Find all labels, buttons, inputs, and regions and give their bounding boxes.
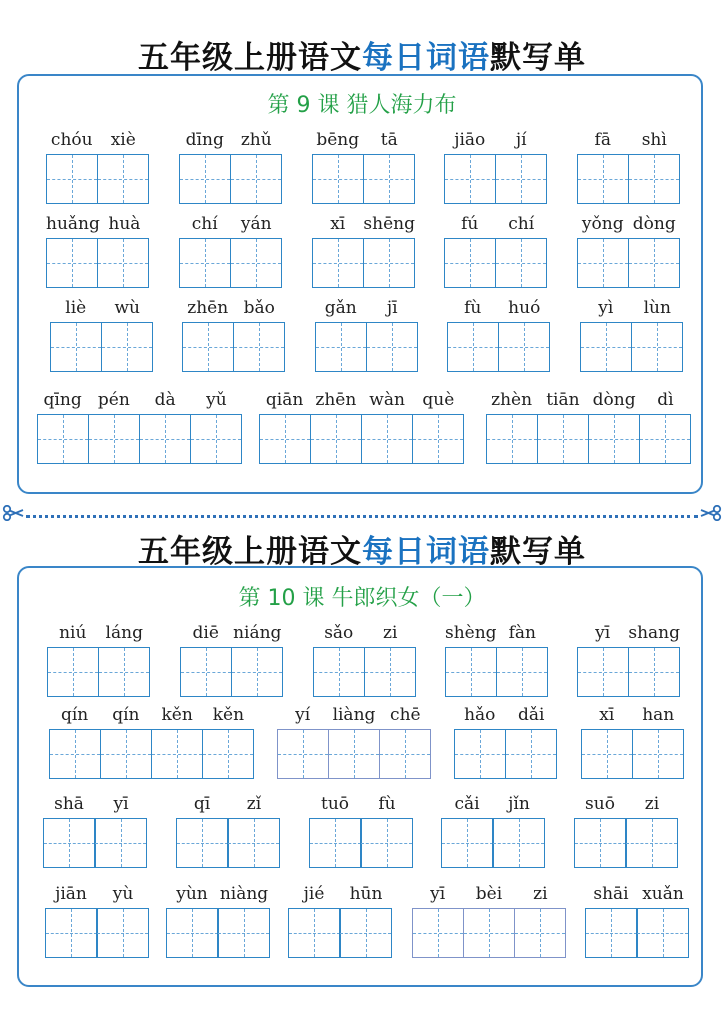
tianzige-box[interactable]	[574, 818, 627, 868]
tianzige-box[interactable]	[202, 729, 254, 779]
pinyin-syllable: bǎo	[243, 298, 275, 318]
pinyin-syllable: fù	[378, 794, 396, 814]
word-entry	[486, 388, 691, 466]
pinyin-syllable: niáng	[233, 623, 282, 643]
tianzige-box[interactable]	[537, 414, 589, 464]
tianzige-box[interactable]	[50, 322, 102, 372]
pinyin-line	[441, 792, 545, 814]
pinyin-syllable: wù	[114, 298, 140, 318]
tianzige-box[interactable]	[180, 647, 232, 697]
pinyin-line	[312, 212, 415, 234]
tianzige-box[interactable]	[46, 238, 98, 288]
pinyin-line	[47, 621, 150, 643]
pinyin-line	[577, 621, 680, 643]
tianzige-box[interactable]	[363, 238, 415, 288]
pinyin-syllable: dǎi	[518, 705, 545, 725]
pinyin-line	[259, 388, 464, 410]
tianzige-box[interactable]	[625, 818, 678, 868]
pinyin-syllable: han	[642, 705, 675, 725]
word-entry	[176, 792, 280, 870]
pinyin-syllable: chí	[508, 214, 535, 234]
word-entry	[581, 703, 684, 781]
tianzige-box[interactable]	[498, 322, 550, 372]
tianzige-box[interactable]	[88, 414, 140, 464]
tianzige-box[interactable]	[364, 647, 416, 697]
word-entry	[577, 128, 680, 206]
tianzige-box[interactable]	[496, 647, 548, 697]
pinyin-line	[180, 621, 283, 643]
tianzige-box[interactable]	[441, 818, 494, 868]
pinyin-line	[580, 296, 683, 318]
word-entry	[180, 621, 283, 699]
tianzige-box[interactable]	[581, 729, 633, 779]
pinyin-line	[577, 128, 680, 150]
tianzige-box[interactable]	[379, 729, 431, 779]
pinyin-line	[277, 703, 431, 725]
tianzige-box[interactable]	[631, 322, 683, 372]
tianzige-box[interactable]	[514, 908, 566, 958]
writing-grid	[441, 818, 545, 868]
tianzige-box[interactable]	[179, 154, 231, 204]
word-entry	[441, 792, 545, 870]
pinyin-syllable: diē	[192, 623, 219, 643]
tianzige-box[interactable]	[231, 647, 283, 697]
pinyin-syllable: niú	[59, 623, 87, 643]
writing-grid	[45, 908, 149, 958]
pinyin-syllable: yī	[595, 623, 611, 643]
tianzige-box[interactable]	[230, 238, 282, 288]
writing-grid	[577, 238, 680, 288]
sheet2-title-part1: 五年级上册语文	[138, 534, 362, 570]
pinyin-syllable: sǎo	[324, 623, 354, 643]
pinyin-line	[447, 296, 550, 318]
tianzige-box[interactable]	[361, 414, 413, 464]
pinyin-syllable: fù	[464, 298, 482, 318]
pinyin-syllable: què	[422, 390, 455, 410]
tianzige-box[interactable]	[288, 908, 341, 958]
writing-grid	[581, 729, 684, 779]
word-entry	[444, 128, 547, 206]
tianzige-box[interactable]	[259, 414, 311, 464]
writing-grid	[259, 414, 464, 464]
tianzige-box[interactable]	[585, 908, 638, 958]
word-entry	[309, 792, 413, 870]
tianzige-box[interactable]	[628, 647, 680, 697]
word-entry	[445, 621, 548, 699]
tianzige-box[interactable]	[217, 908, 270, 958]
word-entry	[313, 621, 416, 699]
tianzige-box[interactable]	[445, 647, 497, 697]
tianzige-box[interactable]	[588, 414, 640, 464]
sheet2-title-highlight: 每日词语	[362, 534, 490, 570]
pinyin-line	[445, 621, 548, 643]
pinyin-syllable: yǒng	[581, 214, 624, 234]
pinyin-syllable: jí	[515, 130, 527, 150]
tianzige-box[interactable]	[43, 818, 96, 868]
word-entry	[45, 882, 149, 960]
pinyin-syllable: gǎn	[324, 298, 357, 318]
pinyin-syllable: xī	[330, 214, 346, 234]
scissors-icon-right	[700, 505, 722, 521]
tianzige-box[interactable]	[179, 238, 231, 288]
pinyin-line	[585, 882, 689, 904]
pinyin-syllable: suō	[585, 794, 615, 814]
pinyin-syllable: jié	[303, 884, 325, 904]
tianzige-box[interactable]	[190, 414, 242, 464]
pinyin-syllable: dòng	[592, 390, 636, 410]
pinyin-syllable: xuǎn	[642, 884, 684, 904]
writing-grid	[176, 818, 280, 868]
tianzige-box[interactable]	[454, 729, 506, 779]
pinyin-syllable: chē	[390, 705, 421, 725]
tianzige-box[interactable]	[94, 818, 147, 868]
pinyin-line	[309, 792, 413, 814]
pinyin-syllable: zhēn	[187, 298, 229, 318]
pinyin-line	[46, 212, 149, 234]
pinyin-syllable: jiāo	[454, 130, 486, 150]
word-entry	[46, 128, 149, 206]
pinyin-syllable: wàn	[369, 390, 405, 410]
tianzige-box[interactable]	[227, 818, 280, 868]
tianzige-box[interactable]	[412, 414, 464, 464]
tianzige-box[interactable]	[628, 154, 680, 204]
word-entry	[259, 388, 464, 466]
writing-grid	[309, 818, 413, 868]
tianzige-box[interactable]	[580, 322, 632, 372]
pinyin-line	[176, 792, 280, 814]
writing-grid	[277, 729, 431, 779]
pinyin-syllable: chóu	[50, 130, 93, 150]
sheet1-title-highlight: 每日词语	[362, 40, 490, 76]
pinyin-syllable: yán	[240, 214, 272, 234]
pinyin-line	[45, 882, 149, 904]
tianzige-box[interactable]	[447, 322, 499, 372]
tianzige-box[interactable]	[366, 322, 418, 372]
tianzige-box[interactable]	[486, 414, 538, 464]
pinyin-syllable: qín	[60, 705, 89, 725]
pinyin-syllable: qī	[193, 794, 211, 814]
writing-grid	[180, 647, 283, 697]
word-entry	[444, 212, 547, 290]
tianzige-box[interactable]	[97, 154, 149, 204]
tianzige-box[interactable]	[45, 908, 98, 958]
pinyin-syllable: fú	[461, 214, 479, 234]
writing-grid	[574, 818, 678, 868]
pinyin-syllable: qín	[112, 705, 140, 725]
pinyin-syllable: jiān	[55, 884, 87, 904]
pinyin-syllable: láng	[105, 623, 143, 643]
dotted-cut-line	[26, 515, 698, 518]
pinyin-line	[444, 128, 547, 150]
pinyin-syllable: niàng	[219, 884, 269, 904]
tianzige-box[interactable]	[463, 908, 515, 958]
writing-grid	[288, 908, 392, 958]
writing-grid	[577, 647, 680, 697]
word-entry	[580, 296, 683, 374]
tianzige-box[interactable]	[636, 908, 689, 958]
tianzige-box[interactable]	[363, 154, 415, 204]
pinyin-line	[454, 703, 557, 725]
pinyin-line	[574, 792, 678, 814]
pinyin-syllable: kěn	[161, 705, 193, 725]
pinyin-syllable: lùn	[643, 298, 671, 318]
pinyin-syllable: dòng	[632, 214, 676, 234]
word-entry	[454, 703, 557, 781]
tianzige-box[interactable]	[412, 908, 464, 958]
pinyin-syllable: liè	[65, 298, 87, 318]
pinyin-line	[166, 882, 270, 904]
tianzige-box[interactable]	[176, 818, 229, 868]
writing-grid	[447, 322, 550, 372]
tianzige-box[interactable]	[339, 908, 392, 958]
tianzige-box[interactable]	[495, 238, 547, 288]
word-entry	[288, 882, 392, 960]
tianzige-box[interactable]	[628, 238, 680, 288]
pinyin-syllable: hūn	[349, 884, 383, 904]
pinyin-syllable: zhēn	[315, 390, 357, 410]
pinyin-syllable: zhèn	[491, 390, 533, 410]
tianzige-box[interactable]	[49, 729, 101, 779]
tianzige-box[interactable]	[98, 647, 150, 697]
writing-grid	[445, 647, 548, 697]
pinyin-syllable: cǎi	[454, 794, 480, 814]
tianzige-box[interactable]	[139, 414, 191, 464]
pinyin-line	[49, 703, 254, 725]
pinyin-syllable: shèng	[445, 623, 497, 643]
word-entry	[43, 792, 147, 870]
tianzige-box[interactable]	[277, 729, 329, 779]
writing-grid	[46, 238, 149, 288]
pinyin-line	[179, 128, 282, 150]
tianzige-box[interactable]	[639, 414, 691, 464]
tianzige-box[interactable]	[151, 729, 203, 779]
tianzige-box[interactable]	[97, 238, 149, 288]
word-entry	[166, 882, 270, 960]
pinyin-line	[412, 882, 566, 904]
pinyin-syllable: zi	[383, 623, 398, 643]
tianzige-box[interactable]	[495, 154, 547, 204]
pinyin-line	[182, 296, 285, 318]
word-entry	[37, 388, 242, 466]
tianzige-box[interactable]	[101, 322, 153, 372]
tianzige-box[interactable]	[315, 322, 367, 372]
pinyin-syllable: hǎo	[464, 705, 496, 725]
tianzige-box[interactable]	[230, 154, 282, 204]
pinyin-line	[179, 212, 282, 234]
pinyin-syllable: huǎng	[46, 214, 100, 234]
tianzige-box[interactable]	[492, 818, 545, 868]
pinyin-syllable: yī	[113, 794, 129, 814]
writing-grid	[50, 322, 153, 372]
pinyin-line	[444, 212, 547, 234]
pinyin-syllable: yù	[112, 884, 134, 904]
pinyin-syllable: yì	[598, 298, 614, 318]
pinyin-syllable: chí	[191, 214, 218, 234]
sheet2-lesson-title: 第 10 课 牛郎织女（一）	[238, 586, 486, 611]
writing-grid	[47, 647, 150, 697]
tianzige-box[interactable]	[312, 238, 364, 288]
sheet2-title-part3: 默写单	[490, 534, 586, 570]
tianzige-box[interactable]	[309, 818, 362, 868]
tianzige-box[interactable]	[577, 238, 629, 288]
writing-grid	[166, 908, 270, 958]
tianzige-box[interactable]	[313, 647, 365, 697]
writing-grid	[315, 322, 418, 372]
pinyin-syllable: dì	[657, 390, 674, 410]
writing-grid	[182, 322, 285, 372]
writing-grid	[454, 729, 557, 779]
word-entry	[585, 882, 689, 960]
writing-grid	[312, 238, 415, 288]
word-entry	[50, 296, 153, 374]
pinyin-syllable: zǐ	[246, 794, 262, 814]
pinyin-syllable: yí	[295, 705, 311, 725]
sheet1-title-part1: 五年级上册语文	[138, 40, 362, 76]
sheet1-title	[0, 32, 724, 77]
word-entry	[312, 128, 415, 206]
writing-grid	[585, 908, 689, 958]
word-entry	[315, 296, 418, 374]
pinyin-syllable: yī	[430, 884, 446, 904]
pinyin-syllable: fā	[594, 130, 611, 150]
tianzige-box[interactable]	[100, 729, 152, 779]
writing-grid	[49, 729, 254, 779]
writing-grid	[577, 154, 680, 204]
pinyin-syllable: kěn	[212, 705, 245, 725]
pinyin-syllable: xiè	[110, 130, 136, 150]
tianzige-box[interactable]	[37, 414, 89, 464]
writing-grid	[444, 238, 547, 288]
pinyin-line	[313, 621, 416, 643]
tianzige-box[interactable]	[505, 729, 557, 779]
writing-grid	[412, 908, 566, 958]
pinyin-syllable: zi	[644, 794, 660, 814]
tianzige-box[interactable]	[310, 414, 362, 464]
scissors-icon-left	[2, 505, 24, 521]
pinyin-syllable: dà	[154, 390, 176, 410]
tianzige-box[interactable]	[96, 908, 149, 958]
tianzige-box[interactable]	[632, 729, 684, 779]
pinyin-syllable: fàn	[508, 623, 536, 643]
word-entry	[182, 296, 285, 374]
tianzige-box[interactable]	[47, 647, 99, 697]
word-entry	[179, 212, 282, 290]
pinyin-syllable: yùn	[176, 884, 208, 904]
pinyin-syllable: huó	[508, 298, 541, 318]
word-entry	[46, 212, 149, 290]
word-entry	[312, 212, 415, 290]
pinyin-syllable: tuō	[320, 794, 349, 814]
pinyin-syllable: huà	[108, 214, 141, 234]
tianzige-box[interactable]	[46, 154, 98, 204]
pinyin-syllable: zhǔ	[240, 130, 272, 150]
pinyin-syllable: yǔ	[206, 390, 227, 410]
word-entry	[577, 212, 680, 290]
word-entry	[577, 621, 680, 699]
word-entry	[277, 703, 431, 781]
tianzige-box[interactable]	[360, 818, 413, 868]
pinyin-line	[46, 128, 149, 150]
pinyin-syllable: tā	[380, 130, 398, 150]
sheet1-lesson-title: 第 9 课 猎人海力布	[267, 93, 457, 118]
tianzige-box[interactable]	[328, 729, 380, 779]
writing-grid	[486, 414, 691, 464]
pinyin-syllable: bēng	[316, 130, 360, 150]
pinyin-syllable: qiān	[265, 390, 304, 410]
writing-grid	[179, 238, 282, 288]
pinyin-syllable: shang	[628, 623, 680, 643]
tianzige-box[interactable]	[577, 647, 629, 697]
writing-grid	[444, 154, 547, 204]
pinyin-line	[581, 703, 684, 725]
writing-grid	[312, 154, 415, 204]
pinyin-syllable: tiān	[546, 390, 580, 410]
pinyin-syllable: jī	[386, 298, 398, 318]
sheet2-title	[0, 526, 724, 571]
tianzige-box[interactable]	[312, 154, 364, 204]
word-entry	[574, 792, 678, 870]
cut-line-divider	[0, 511, 724, 521]
pinyin-line	[50, 296, 153, 318]
pinyin-line	[577, 212, 680, 234]
word-entry	[47, 621, 150, 699]
word-entry	[49, 703, 254, 781]
pinyin-line	[37, 388, 242, 410]
pinyin-syllable: pén	[97, 390, 130, 410]
pinyin-line	[486, 388, 691, 410]
writing-grid	[179, 154, 282, 204]
pinyin-syllable: zi	[533, 884, 548, 904]
word-entry	[447, 296, 550, 374]
tianzige-box[interactable]	[182, 322, 234, 372]
tianzige-box[interactable]	[233, 322, 285, 372]
pinyin-line	[43, 792, 147, 814]
word-entry	[179, 128, 282, 206]
tianzige-box[interactable]	[444, 238, 496, 288]
tianzige-box[interactable]	[444, 154, 496, 204]
writing-grid	[43, 818, 147, 868]
pinyin-syllable: shēng	[363, 214, 415, 234]
writing-grid	[37, 414, 242, 464]
tianzige-box[interactable]	[577, 154, 629, 204]
pinyin-line	[315, 296, 418, 318]
pinyin-syllable: xī	[599, 705, 615, 725]
word-entry	[412, 882, 566, 960]
writing-grid	[46, 154, 149, 204]
writing-grid	[580, 322, 683, 372]
writing-grid	[313, 647, 416, 697]
pinyin-syllable: bèi	[475, 884, 503, 904]
sheet1-title-part3: 默写单	[490, 40, 586, 76]
pinyin-line	[312, 128, 415, 150]
tianzige-box[interactable]	[166, 908, 219, 958]
pinyin-syllable: jǐn	[508, 794, 530, 814]
pinyin-syllable: dīng	[185, 130, 224, 150]
pinyin-syllable: qīng	[43, 390, 82, 410]
pinyin-syllable: shā	[54, 794, 84, 814]
pinyin-line	[288, 882, 392, 904]
pinyin-syllable: liàng	[332, 705, 376, 725]
pinyin-syllable: shì	[641, 130, 667, 150]
pinyin-syllable: shāi	[593, 884, 629, 904]
